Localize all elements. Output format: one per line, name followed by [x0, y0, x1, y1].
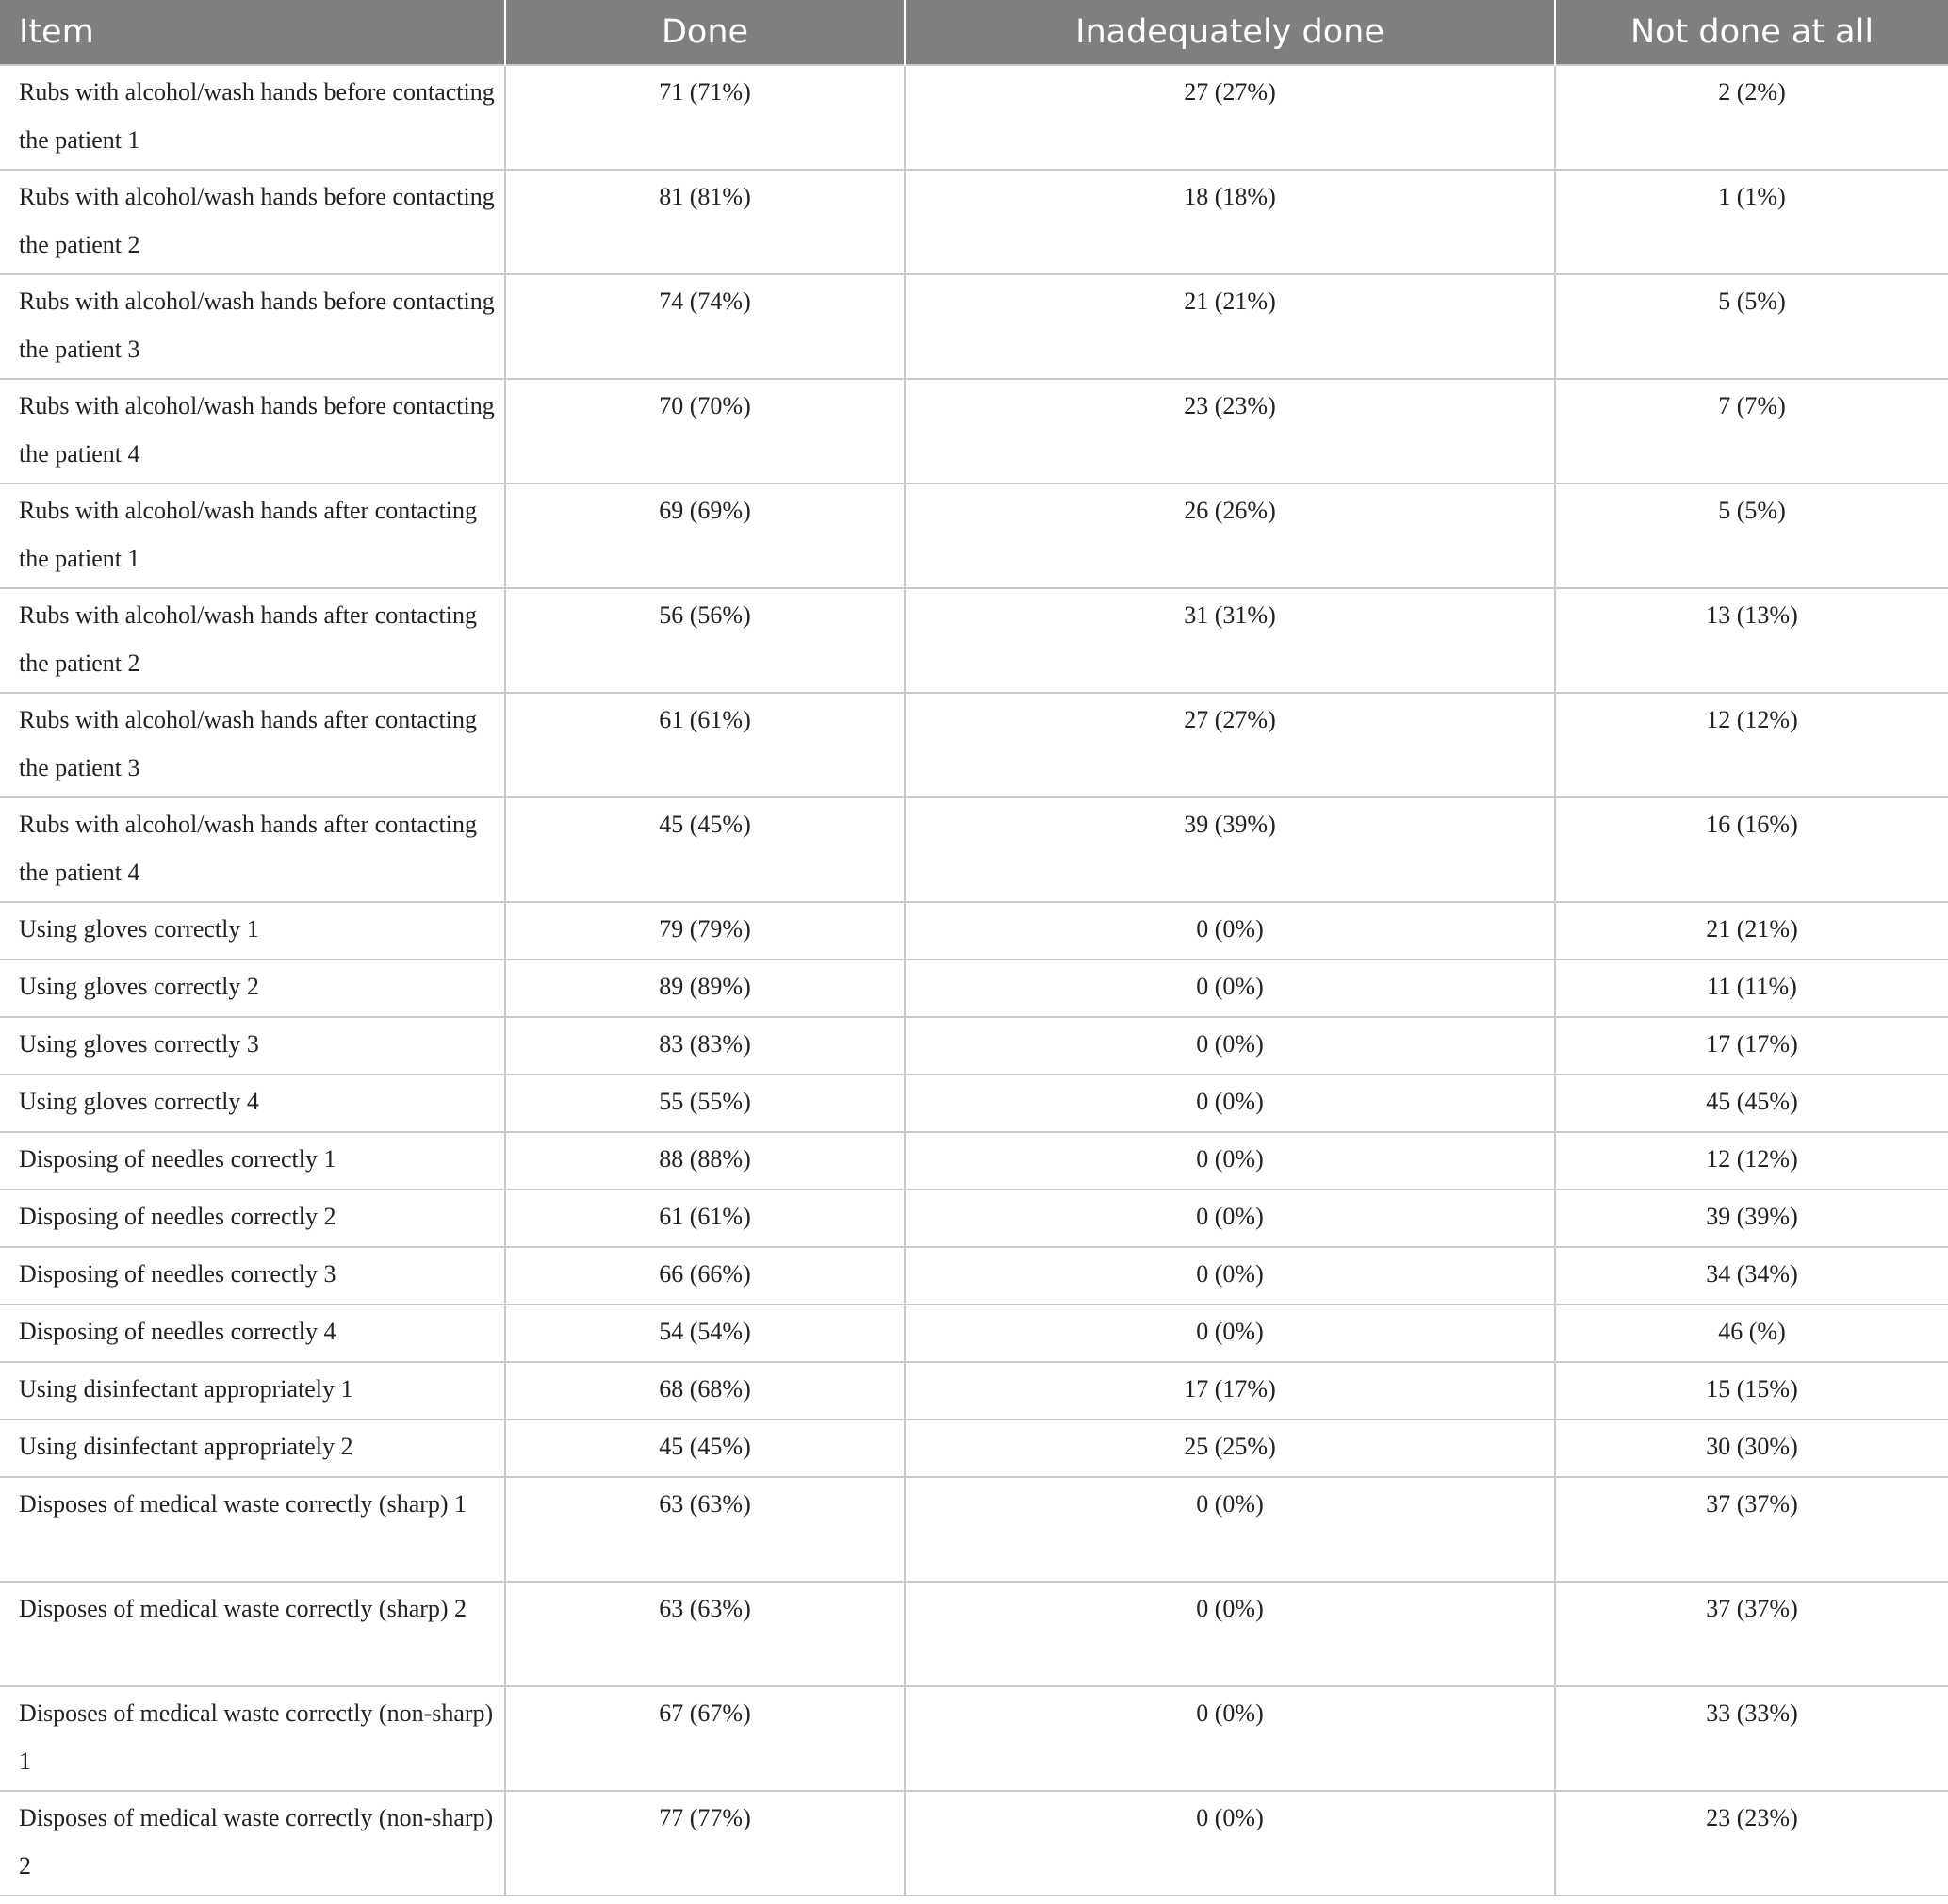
done-value: 70 (70%) — [659, 392, 751, 419]
not-done-cell — [1555, 484, 1948, 588]
done-cell — [505, 65, 905, 170]
inadequately-done-cell — [905, 484, 1555, 588]
inadequately-done-value: 18 (18%) — [1184, 183, 1276, 210]
done-value: 89 (89%) — [659, 973, 751, 1000]
table-row — [0, 1686, 1948, 1791]
done-cell — [505, 484, 905, 588]
done-cell — [505, 693, 905, 797]
table-row — [0, 1420, 1948, 1477]
not-done-cell — [1555, 170, 1948, 274]
item-cell — [0, 484, 505, 588]
item-cell — [0, 1305, 505, 1362]
done-value: 45 (45%) — [659, 811, 751, 838]
not-done-cell — [1555, 1017, 1948, 1075]
inadequately-done-cell — [905, 797, 1555, 902]
inadequately-done-value: 17 (17%) — [1184, 1375, 1276, 1403]
inadequately-done-value: 26 (26%) — [1184, 497, 1276, 524]
inadequately-done-cell — [905, 274, 1555, 379]
table-row — [0, 379, 1948, 484]
inadequately-done-cell — [905, 1190, 1555, 1247]
done-value: 81 (81%) — [659, 183, 751, 210]
inadequately-done-cell — [905, 1686, 1555, 1791]
done-value: 55 (55%) — [659, 1088, 751, 1115]
not-done-cell — [1555, 588, 1948, 693]
item-text: Disposes of medical waste correctly (non-sharp) 1 — [19, 1699, 494, 1775]
inadequately-done-value: 31 (31%) — [1184, 601, 1276, 629]
table-row — [0, 170, 1948, 274]
inadequately-done-cell — [905, 1132, 1555, 1190]
item-text: Using gloves correctly 1 — [19, 915, 259, 943]
inadequately-done-cell — [905, 379, 1555, 484]
done-value: 63 (63%) — [659, 1490, 751, 1518]
done-cell — [505, 1362, 905, 1420]
item-cell — [0, 1247, 505, 1305]
table-row — [0, 588, 1948, 693]
not-done-cell — [1555, 65, 1948, 170]
not-done-value: 5 (5%) — [1718, 497, 1786, 524]
done-value: 68 (68%) — [659, 1375, 751, 1403]
done-value: 83 (83%) — [659, 1030, 751, 1058]
item-text: Rubs with alcohol/wash hands after contacting the patient 3 — [19, 706, 477, 781]
item-cell — [0, 1362, 505, 1420]
table-row — [0, 693, 1948, 797]
done-cell — [505, 588, 905, 693]
done-value: 67 (67%) — [659, 1699, 751, 1727]
table-row — [0, 1075, 1948, 1132]
done-cell — [505, 902, 905, 960]
not-done-value: 7 (7%) — [1718, 392, 1786, 419]
done-cell — [505, 1420, 905, 1477]
item-cell — [0, 960, 505, 1017]
inadequately-done-cell — [905, 1582, 1555, 1686]
item-text: Using gloves correctly 2 — [19, 973, 259, 1000]
inadequately-done-cell — [905, 1075, 1555, 1132]
inadequately-done-cell — [905, 588, 1555, 693]
item-text: Rubs with alcohol/wash hands after contacting the patient 4 — [19, 811, 477, 886]
not-done-value: 37 (37%) — [1706, 1490, 1798, 1518]
inadequately-done-value: 25 (25%) — [1184, 1433, 1276, 1460]
table-header — [0, 0, 1948, 65]
item-text: Rubs with alcohol/wash hands before contacting the patient 3 — [19, 287, 495, 363]
table-row — [0, 902, 1948, 960]
table-row — [0, 1791, 1948, 1896]
not-done-value: 46 (%) — [1718, 1318, 1786, 1345]
item-text: Using disinfectant appropriately 1 — [19, 1375, 353, 1403]
inadequately-done-value: 0 (0%) — [1196, 1260, 1264, 1288]
inadequately-done-cell — [905, 1247, 1555, 1305]
not-done-cell — [1555, 1190, 1948, 1247]
done-value: 61 (61%) — [659, 1203, 751, 1230]
not-done-cell — [1555, 379, 1948, 484]
table-row — [0, 1305, 1948, 1362]
item-text: Disposes of medical waste correctly (sharp) 2 — [19, 1595, 467, 1622]
item-text: Disposing of needles correctly 4 — [19, 1318, 336, 1345]
item-cell — [0, 1132, 505, 1190]
done-value: 66 (66%) — [659, 1260, 751, 1288]
table-row — [0, 1477, 1948, 1582]
item-cell — [0, 1686, 505, 1791]
inadequately-done-cell — [905, 960, 1555, 1017]
inadequately-done-cell — [905, 1477, 1555, 1582]
table-row — [0, 65, 1948, 170]
inadequately-done-value: 23 (23%) — [1184, 392, 1276, 419]
item-text: Using gloves correctly 3 — [19, 1030, 259, 1058]
inadequately-done-value: 0 (0%) — [1196, 1203, 1264, 1230]
item-text: Using gloves correctly 4 — [19, 1088, 259, 1115]
column-header-not-done-at-all: Not done at all — [1555, 0, 1948, 65]
not-done-cell — [1555, 1305, 1948, 1362]
not-done-cell — [1555, 1791, 1948, 1896]
inadequately-done-value: 27 (27%) — [1184, 78, 1276, 106]
done-value: 79 (79%) — [659, 915, 751, 943]
inadequately-done-cell — [905, 902, 1555, 960]
inadequately-done-value: 0 (0%) — [1196, 1595, 1264, 1622]
not-done-value: 13 (13%) — [1706, 601, 1798, 629]
item-text: Disposing of needles correctly 3 — [19, 1260, 336, 1288]
inadequately-done-cell — [905, 1305, 1555, 1362]
table-row — [0, 1362, 1948, 1420]
table-row — [0, 1582, 1948, 1686]
inadequately-done-value: 21 (21%) — [1184, 287, 1276, 315]
not-done-cell — [1555, 1362, 1948, 1420]
done-cell — [505, 379, 905, 484]
item-cell — [0, 1420, 505, 1477]
done-cell — [505, 1686, 905, 1791]
not-done-value: 16 (16%) — [1706, 811, 1798, 838]
done-cell — [505, 1190, 905, 1247]
inadequately-done-value: 0 (0%) — [1196, 915, 1264, 943]
done-cell — [505, 1791, 905, 1896]
not-done-cell — [1555, 797, 1948, 902]
column-header-done: Done — [505, 0, 905, 65]
table-row — [0, 1017, 1948, 1075]
inadequately-done-cell — [905, 693, 1555, 797]
not-done-value: 17 (17%) — [1706, 1030, 1798, 1058]
not-done-cell — [1555, 1477, 1948, 1582]
item-cell — [0, 274, 505, 379]
not-done-value: 2 (2%) — [1718, 78, 1786, 106]
item-cell — [0, 902, 505, 960]
done-cell — [505, 1075, 905, 1132]
inadequately-done-cell — [905, 170, 1555, 274]
inadequately-done-value: 0 (0%) — [1196, 1804, 1264, 1831]
inadequately-done-cell — [905, 65, 1555, 170]
inadequately-done-cell — [905, 1420, 1555, 1477]
not-done-value: 1 (1%) — [1718, 183, 1786, 210]
item-cell — [0, 693, 505, 797]
not-done-value: 5 (5%) — [1718, 287, 1786, 315]
item-text: Rubs with alcohol/wash hands after contacting the patient 2 — [19, 601, 477, 677]
item-text: Rubs with alcohol/wash hands after contacting the patient 1 — [19, 497, 477, 572]
not-done-value: 33 (33%) — [1706, 1699, 1798, 1727]
item-cell — [0, 1190, 505, 1247]
not-done-cell — [1555, 1132, 1948, 1190]
item-text: Rubs with alcohol/wash hands before contacting the patient 2 — [19, 183, 495, 258]
table-row — [0, 1190, 1948, 1247]
inadequately-done-value: 39 (39%) — [1184, 811, 1276, 838]
table-row — [0, 1132, 1948, 1190]
done-cell — [505, 1017, 905, 1075]
not-done-value: 11 (11%) — [1707, 973, 1797, 1000]
item-cell — [0, 379, 505, 484]
not-done-cell — [1555, 1686, 1948, 1791]
inadequately-done-value: 0 (0%) — [1196, 1088, 1264, 1115]
item-text: Disposes of medical waste correctly (non-sharp) 2 — [19, 1804, 494, 1879]
item-cell — [0, 588, 505, 693]
table-row — [0, 274, 1948, 379]
inadequately-done-value: 0 (0%) — [1196, 1699, 1264, 1727]
not-done-value: 12 (12%) — [1706, 1145, 1798, 1173]
not-done-cell — [1555, 1247, 1948, 1305]
not-done-value: 34 (34%) — [1706, 1260, 1798, 1288]
not-done-cell — [1555, 274, 1948, 379]
item-text: Using disinfectant appropriately 2 — [19, 1433, 353, 1460]
inadequately-done-value: 27 (27%) — [1184, 706, 1276, 733]
item-text: Disposes of medical waste correctly (sharp) 1 — [19, 1490, 467, 1518]
not-done-cell — [1555, 1582, 1948, 1686]
not-done-value: 15 (15%) — [1706, 1375, 1798, 1403]
item-text: Disposing of needles correctly 2 — [19, 1203, 336, 1230]
item-cell — [0, 1075, 505, 1132]
inadequately-done-value: 0 (0%) — [1196, 973, 1264, 1000]
done-cell — [505, 797, 905, 902]
not-done-value: 37 (37%) — [1706, 1595, 1798, 1622]
done-value: 77 (77%) — [659, 1804, 751, 1831]
not-done-value: 12 (12%) — [1706, 706, 1798, 733]
done-cell — [505, 1305, 905, 1362]
not-done-value: 39 (39%) — [1706, 1203, 1798, 1230]
not-done-cell — [1555, 1075, 1948, 1132]
header-row — [0, 0, 1948, 65]
not-done-cell — [1555, 693, 1948, 797]
item-cell — [0, 797, 505, 902]
not-done-value: 30 (30%) — [1706, 1433, 1798, 1460]
table-body — [0, 65, 1948, 1896]
item-text: Rubs with alcohol/wash hands before contacting the patient 1 — [19, 78, 495, 154]
done-value: 74 (74%) — [659, 287, 751, 315]
done-cell — [505, 1582, 905, 1686]
done-value: 45 (45%) — [659, 1433, 751, 1460]
done-value: 88 (88%) — [659, 1145, 751, 1173]
inadequately-done-value: 0 (0%) — [1196, 1030, 1264, 1058]
not-done-value: 45 (45%) — [1706, 1088, 1798, 1115]
column-header-item: Item — [0, 0, 505, 65]
column-header-inadequately-done: Inadequately done — [905, 0, 1555, 65]
done-value: 54 (54%) — [659, 1318, 751, 1345]
table-row — [0, 484, 1948, 588]
item-cell — [0, 1791, 505, 1896]
done-cell — [505, 1247, 905, 1305]
inadequately-done-cell — [905, 1791, 1555, 1896]
item-cell — [0, 1477, 505, 1582]
inadequately-done-cell — [905, 1362, 1555, 1420]
table-row — [0, 960, 1948, 1017]
inadequately-done-value: 0 (0%) — [1196, 1490, 1264, 1518]
done-value: 71 (71%) — [659, 78, 751, 106]
done-cell — [505, 1132, 905, 1190]
done-cell — [505, 1477, 905, 1582]
done-value: 63 (63%) — [659, 1595, 751, 1622]
not-done-value: 23 (23%) — [1706, 1804, 1798, 1831]
done-cell — [505, 170, 905, 274]
done-value: 56 (56%) — [659, 601, 751, 629]
done-value: 69 (69%) — [659, 497, 751, 524]
item-text: Rubs with alcohol/wash hands before contacting the patient 4 — [19, 392, 495, 468]
table-row — [0, 1247, 1948, 1305]
inadequately-done-value: 0 (0%) — [1196, 1318, 1264, 1345]
table-row — [0, 797, 1948, 902]
item-cell — [0, 1017, 505, 1075]
item-text: Disposing of needles correctly 1 — [19, 1145, 336, 1173]
not-done-cell — [1555, 960, 1948, 1017]
done-cell — [505, 274, 905, 379]
not-done-value: 21 (21%) — [1706, 915, 1798, 943]
item-cell — [0, 170, 505, 274]
done-value: 61 (61%) — [659, 706, 751, 733]
item-cell — [0, 1582, 505, 1686]
item-cell — [0, 65, 505, 170]
not-done-cell — [1555, 902, 1948, 960]
not-done-cell — [1555, 1420, 1948, 1477]
inadequately-done-value: 0 (0%) — [1196, 1145, 1264, 1173]
inadequately-done-cell — [905, 1017, 1555, 1075]
done-cell — [505, 960, 905, 1017]
